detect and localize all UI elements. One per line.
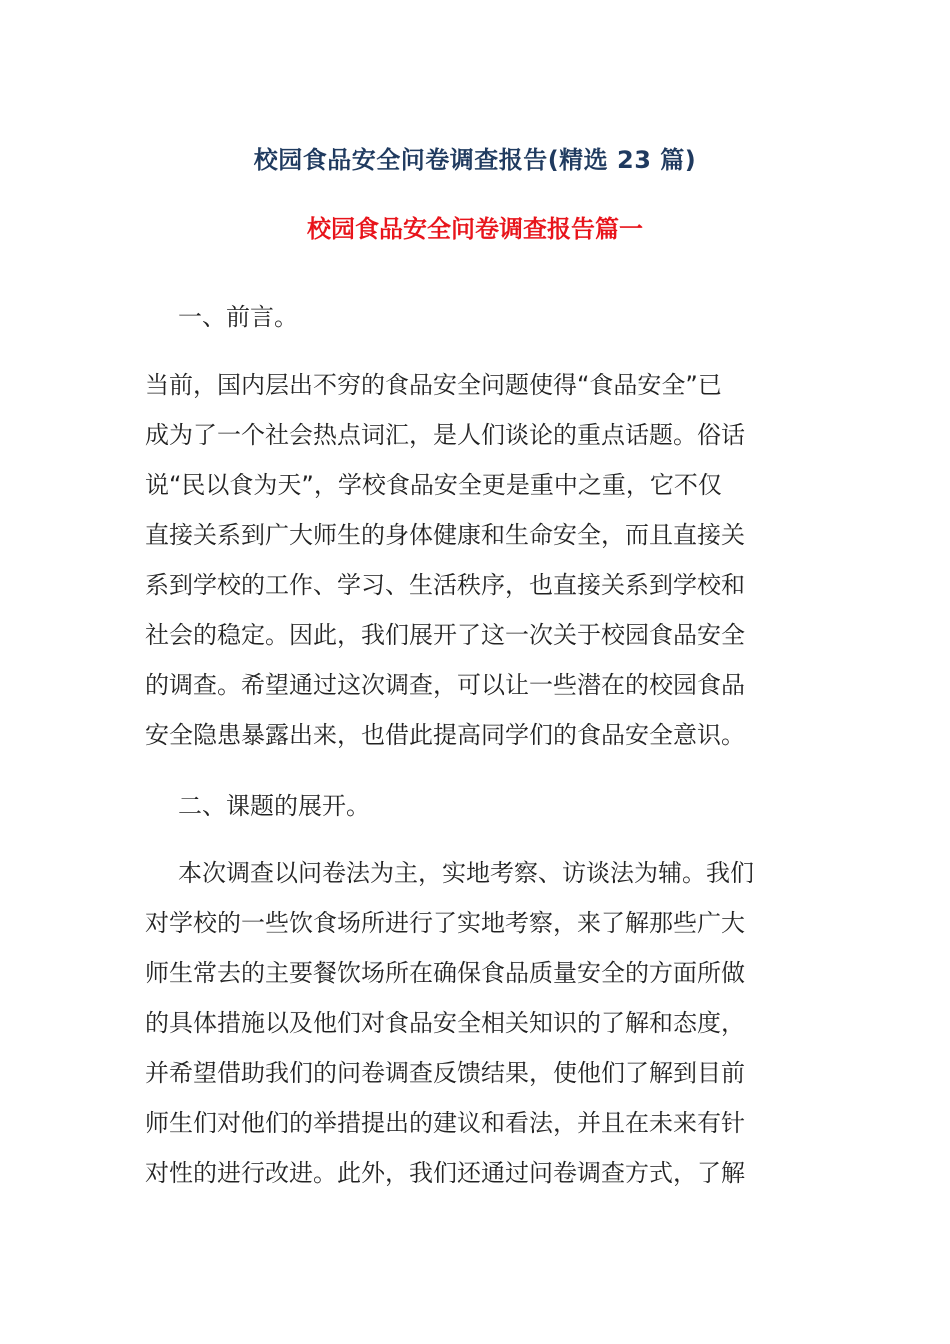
paragraph-line: 系到学校的工作、学习、生活秩序，也直接关系到学校和 [145, 571, 745, 599]
document-title: 校园食品安全问卷调查报告(精选 23 篇) [253, 146, 697, 174]
paragraph-line: 当前，国内层出不穷的食品安全问题使得“食品安全”已 [145, 371, 722, 399]
heading-topic: 二、课题的展开。 [178, 792, 370, 820]
paragraph-line: 师生们对他们的举措提出的建议和看法，并且在未来有针 [145, 1109, 745, 1137]
paragraph-preface [145, 360, 805, 760]
paragraph-line: 社会的稳定。因此，我们展开了这一次关于校园食品安全 [145, 621, 745, 649]
section-title: 校园食品安全问卷调查报告篇一 [307, 215, 643, 243]
paragraph-line: 对性的进行改进。此外，我们还通过问卷调查方式，了解 [145, 1159, 745, 1187]
paragraph-topic [145, 848, 805, 1198]
paragraph-line: 成为了一个社会热点词汇，是人们谈论的重点话题。俗话 [145, 421, 745, 449]
paragraph-line: 直接关系到广大师生的身体健康和生命安全，而且直接关 [145, 521, 745, 549]
paragraph-line: 安全隐患暴露出来，也借此提高同学们的食品安全意识。 [145, 721, 745, 749]
paragraph-line: 的具体措施以及他们对食品安全相关知识的了解和态度， [145, 1009, 745, 1037]
paragraph-line: 并希望借助我们的问卷调查反馈结果，使他们了解到目前 [145, 1059, 745, 1087]
paragraph-line: 本次调查以问卷法为主，实地考察、访谈法为辅。我们 [178, 859, 754, 887]
paragraph-line: 的调查。希望通过这次调查，可以让一些潜在的校园食品 [145, 671, 745, 699]
paragraph-line: 对学校的一些饮食场所进行了实地考察，来了解那些广大 [145, 909, 745, 937]
paragraph-line: 说“民以食为天”，学校食品安全更是重中之重，它不仅 [145, 471, 722, 499]
paragraph-line: 师生常去的主要餐饮场所在确保食品质量安全的方面所做 [145, 959, 745, 987]
heading-preface: 一、前言。 [178, 303, 298, 331]
